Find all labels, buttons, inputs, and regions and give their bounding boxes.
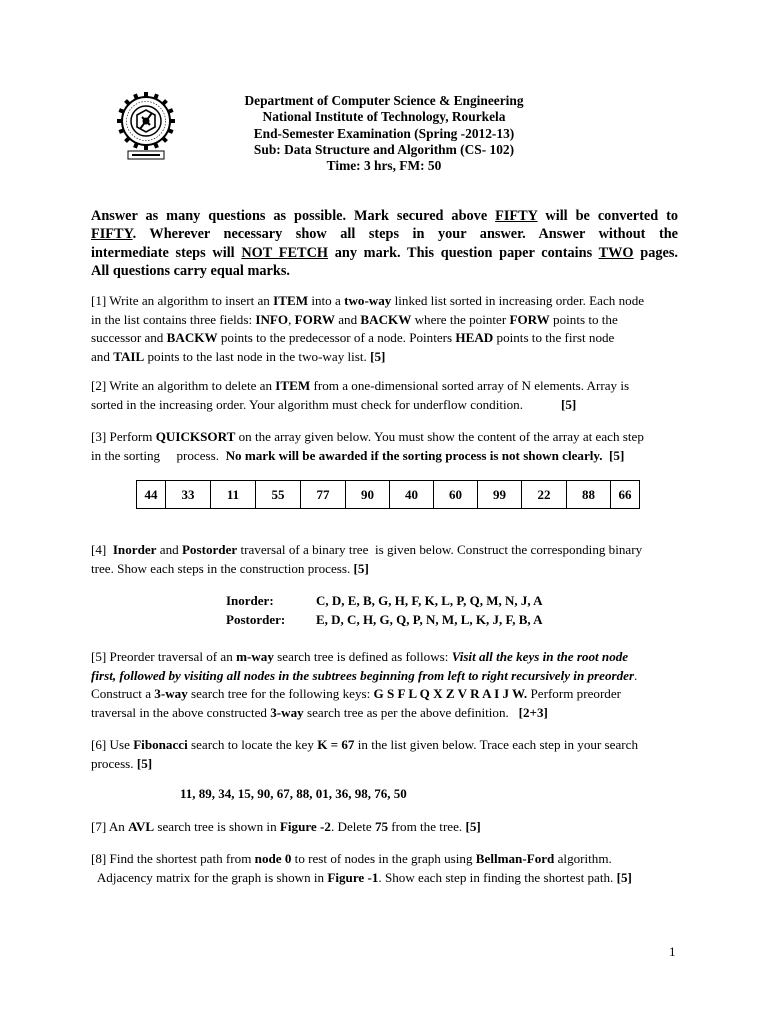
institute-name: National Institute of Technology, Rourkela [262, 109, 506, 125]
array-cell: 22 [522, 481, 567, 509]
question-1: [1] Write an algorithm to insert an ITEM into a two-way linked list sorted in increasing order. Each node in the list contains three fields: INFO, FORW and BACKW where the pointer FORW points to the successor and BACKW points to the predecessor of a node. Pointers HEAD points to the first node and TAIL points to the last node in the two-way list. [5] [91, 293, 645, 364]
instructions-line: FIFTY. Wherever necessary show all steps in your answer. Answer without the [91, 226, 678, 243]
array-cell: 11 [211, 481, 256, 509]
question-2: [2] Write an algorithm to delete an ITEM from a one-dimensional sorted array of N elements. Array is sorted in the increasing order. Your algorithm must check for underflow condition. [5] [91, 378, 630, 412]
instructions-line: All questions carry equal marks. [91, 263, 290, 280]
traversals [226, 591, 543, 629]
exam-name: End-Semester Examination (Spring -2012-13) [253, 125, 515, 141]
quicksort-array [136, 480, 640, 509]
array-cell: 40 [390, 481, 434, 509]
array-row [137, 481, 640, 509]
question-4: [4] Inorder and Postorder traversal of a binary tree is given below. Construct the corresponding binary tree. Show each steps in the construction process. [5] [91, 542, 643, 576]
question-8: [8] Find the shortest path from node 0 to rest of nodes in the graph using Bellman-Ford algorithm. Adjacency matrix for the graph is shown in Figure -1. Show each step in finding the shortest path. [5] [91, 851, 632, 885]
array-cell: 99 [478, 481, 522, 509]
institute-logo [104, 88, 188, 160]
array-cell: 90 [346, 481, 390, 509]
array-cell: 44 [137, 481, 166, 509]
array-cell: 33 [166, 481, 211, 509]
not-fetch-underlined: NOT FETCH [241, 244, 329, 261]
exam-header [200, 93, 568, 174]
array-cell: 55 [256, 481, 301, 509]
instructions [91, 207, 678, 281]
two-underlined: TWO [598, 244, 634, 261]
inorder-sequence: C, D, E, B, G, H, F, K, L, P, Q, M, N, J, A [316, 593, 543, 608]
postorder-row [226, 610, 543, 629]
fifty-underlined: FIFTY [495, 208, 538, 224]
fibonacci-key-list: 11, 89, 34, 15, 90, 67, 88, 01, 36, 98, 76, 50 [180, 786, 407, 801]
fifty-underlined: FIFTY [91, 226, 133, 243]
inorder-row [226, 591, 543, 610]
instructions-line: intermediate steps will NOT FETCH any mark. This question paper contains TWO pages. [91, 244, 678, 261]
subject-name: Sub: Data Structure and Algorithm (CS- 102) [253, 141, 515, 157]
inorder-label: Inorder: [226, 593, 274, 608]
question-7: [7] An AVL search tree is shown in Figure -2. Delete 75 from the tree. [5] [91, 819, 481, 834]
question-3: [3] Perform QUICKSORT on the array given below. You must show the content of the array at each step in the sorting process. No mark will be awarded if the sorting process is not shown clearly. [5] [91, 429, 644, 463]
postorder-label: Postorder: [226, 612, 286, 627]
array-cell: 77 [301, 481, 346, 509]
time-marks: Time: 3 hrs, FM: 50 [326, 158, 442, 174]
department-name: Department of Computer Science & Engineering [244, 93, 524, 108]
postorder-sequence: E, D, C, H, G, Q, P, N, M, L, K, J, F, B, A [316, 612, 543, 627]
array-cell: 88 [567, 481, 611, 509]
instructions-line: Answer as many questions as possible. Mark secured above FIFTY will be converted to [91, 208, 679, 224]
page-number: 1 [669, 944, 676, 959]
question-6: [6] Use Fibonacci search to locate the key K = 67 in the list given below. Trace each step in your search process. [5] [91, 737, 638, 771]
array-cell: 66 [611, 481, 640, 509]
question-5: [5] Preorder traversal of an m-way search tree is defined as follows: Visit all the keys in the root node first, followed by visiting all nodes in the subtrees beginning from left to right recursively in preorder. Construct a 3-way search tree for the following keys: G S F L Q X Z V R A I J W. Perform preorder traversal in the above constructed 3-way search tree as per the above definition. [2+3] [91, 649, 638, 720]
array-cell: 60 [434, 481, 478, 509]
